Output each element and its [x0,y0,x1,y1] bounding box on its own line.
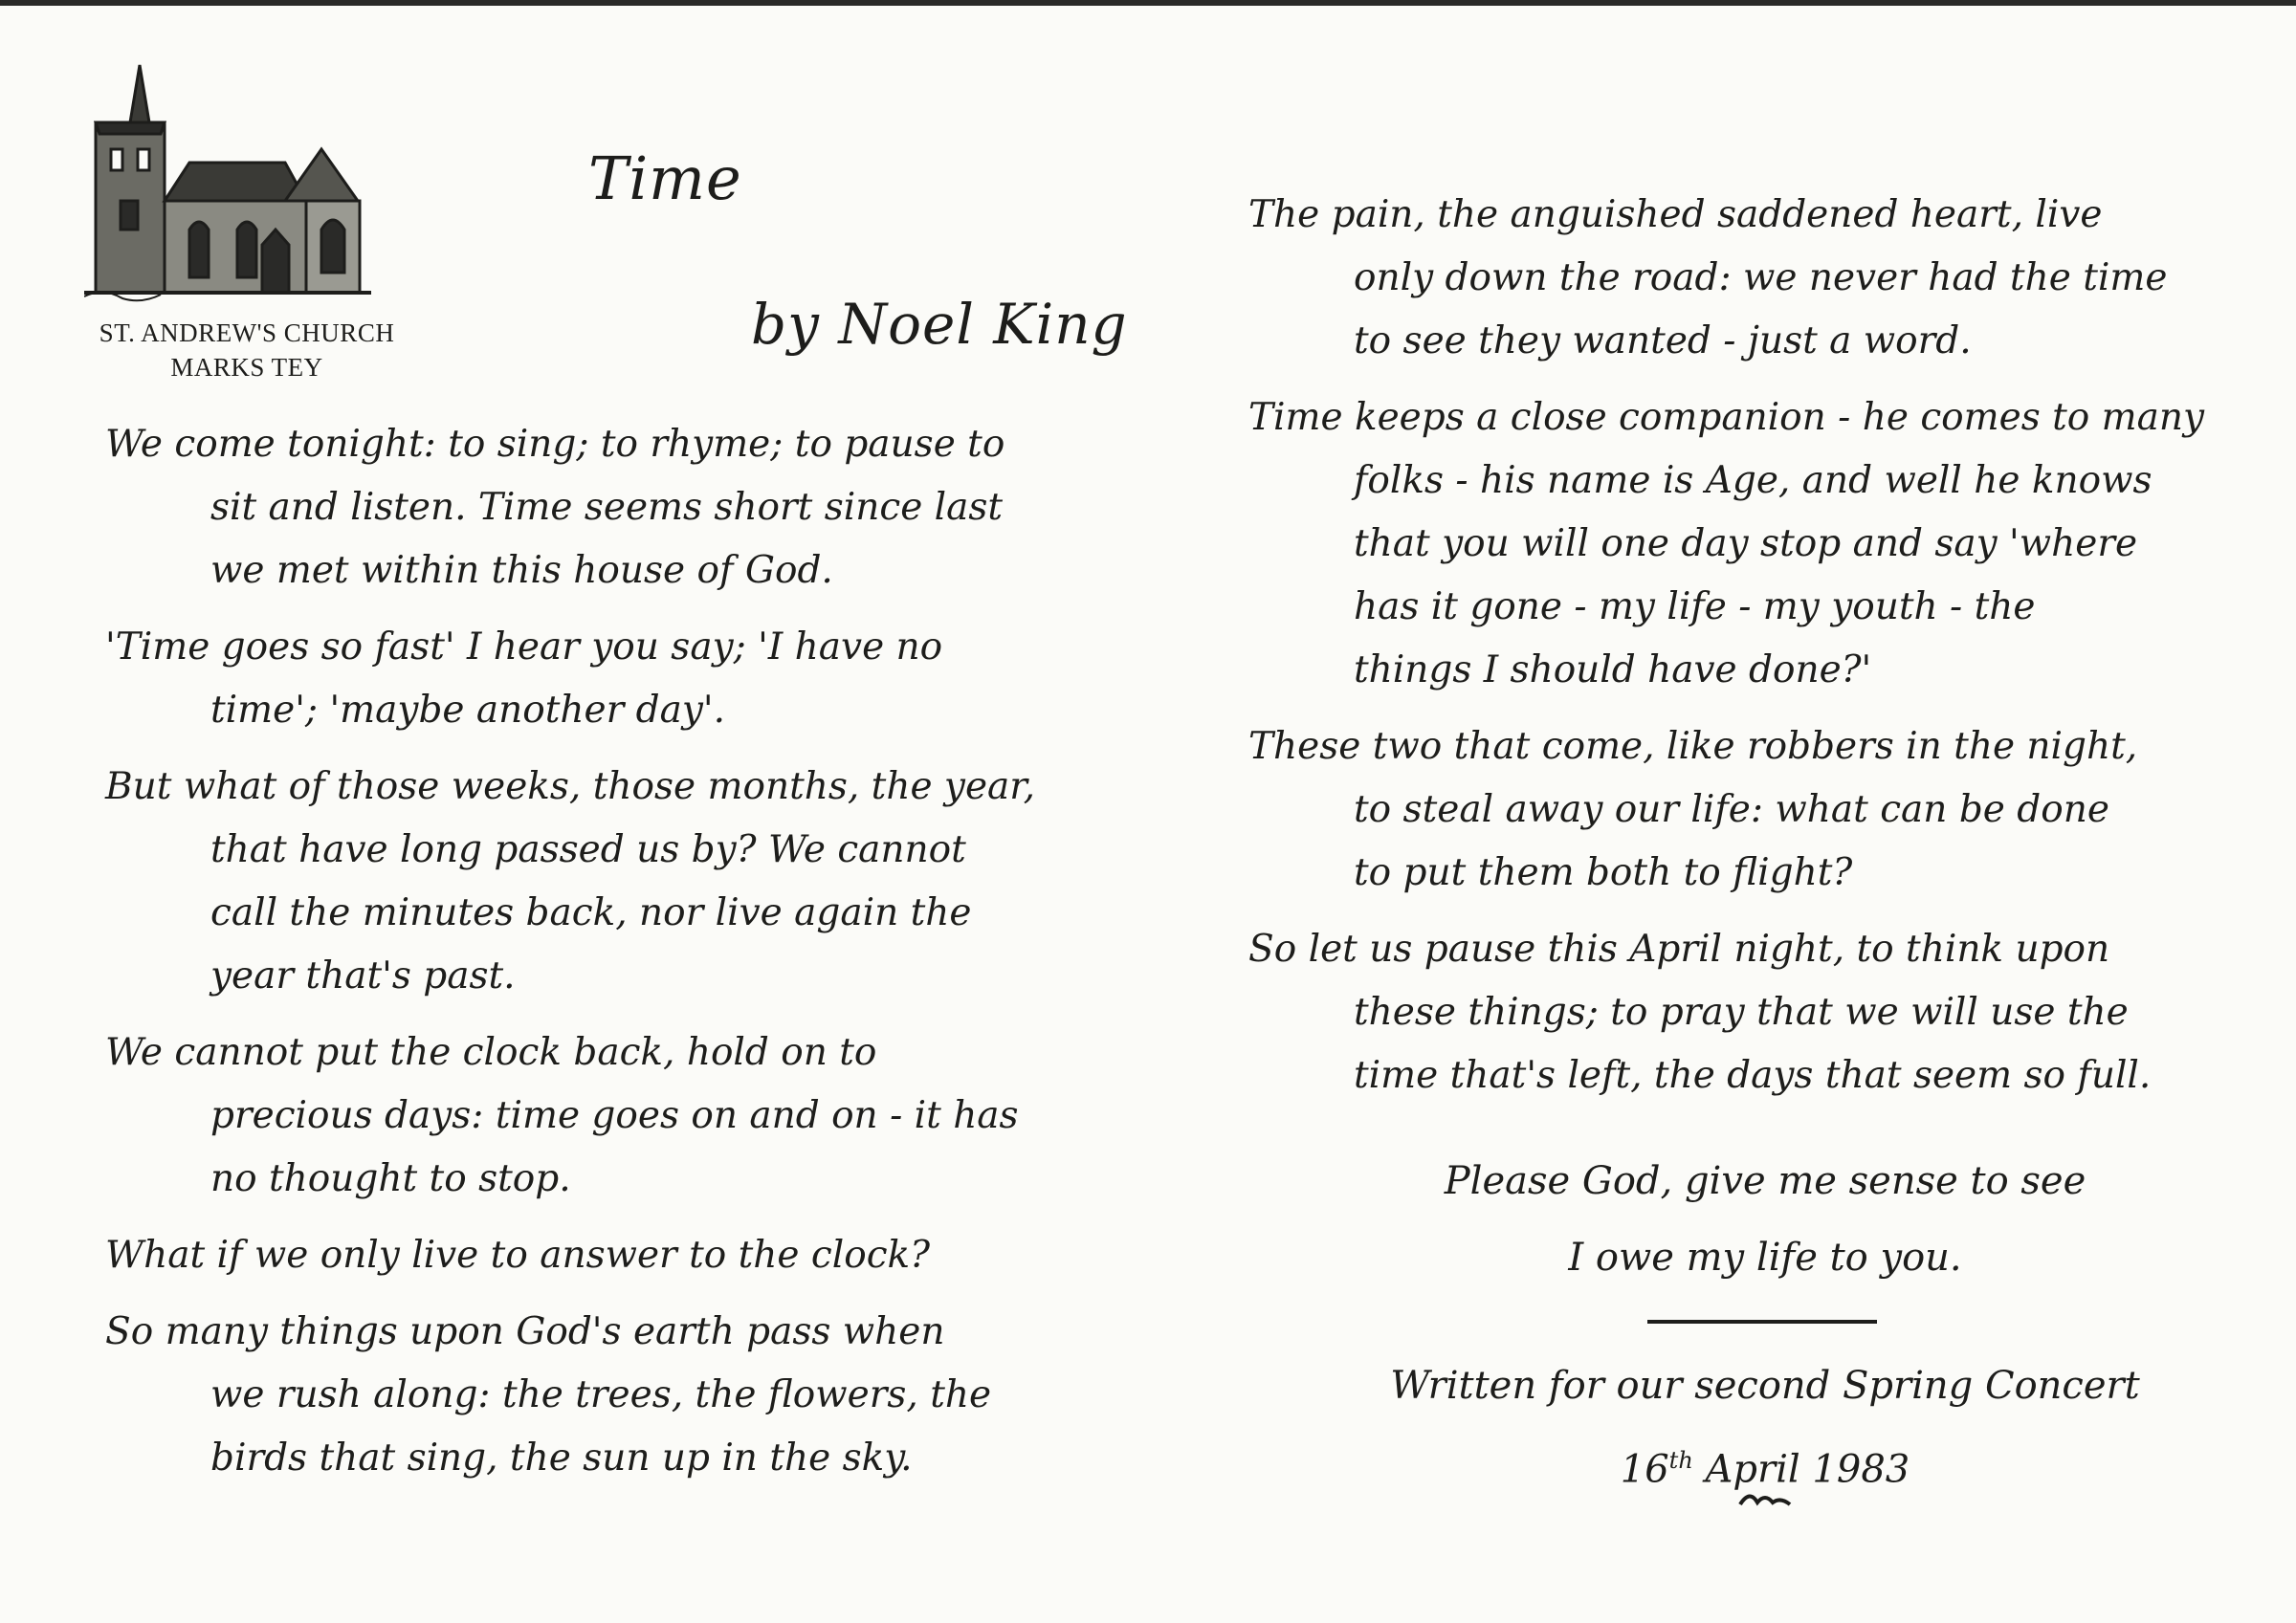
poem-line: things I should have done?' [1354,648,1872,691]
poem-author: by Noel King [751,292,1128,357]
poem-title: Time [588,143,742,213]
poem-line: that have long passed us by? We cannot [210,828,966,871]
stanza [1248,184,2282,373]
closing-line2: I owe my life to you. [1568,1236,1962,1280]
church-logo [84,57,409,392]
poem-line: sit and listen. Time seems short since last [210,486,1004,529]
stanza [105,1301,1177,1490]
closing-prayer [1248,1143,2282,1296]
stanza [1248,918,2282,1108]
church-name [84,316,409,384]
poem-line: to see they wanted - just a word. [1354,319,1972,362]
poem-line: only down the road: we never had the time [1354,256,2168,299]
poem-line: precious days: time goes on and on - it has [210,1094,1019,1137]
poem-line: no thought to stop. [210,1157,571,1200]
poem-line: We come tonight: to sing; to rhyme; to pause to [105,423,1005,466]
left-column [105,413,1177,1503]
flourish-icon [1736,1487,1794,1510]
poem-line: So let us pause this April night, to think upon [1248,928,2110,971]
church-drawing-icon [84,57,409,316]
poem-line: call the minutes back, nor live again the [210,891,972,934]
date-day: 16 [1620,1447,1669,1492]
poem-line: that you will one day stop and say 'where [1354,522,2138,565]
poem-line: birds that sing, the sun up in the sky. [210,1437,913,1480]
poem-line: The pain, the anguished saddened heart, live [1248,193,2103,236]
page-top-edge [0,0,2296,6]
church-name-line1: ST. ANDREW'S CHURCH [99,318,395,347]
stanza [105,413,1177,603]
right-column [1248,184,2282,1121]
closing-line1: Please God, give me sense to see [1444,1159,2086,1203]
stanza [105,1224,1177,1287]
church-name-line2: MARKS TEY [170,353,323,382]
poem-line: time'; 'maybe another day'. [210,689,726,732]
poem-line: We cannot put the clock back, hold on to [105,1031,877,1074]
poem-line: But what of those weeks, those months, the year, [105,765,1036,808]
poem-line: time that's left, the days that seem so full. [1354,1054,2152,1097]
poem-line: has it gone - my life - my youth - the [1354,585,2036,628]
poem-line: 'Time goes so fast' I hear you say; 'I have no [105,625,943,669]
footer-line1: Written for our second Spring Concert [1390,1364,2140,1408]
date-rest: April 1983 [1705,1447,1910,1492]
poem-line: these things; to pray that we will use the [1354,991,2129,1034]
poem-line: we met within this house of God. [210,549,833,592]
poem-line: folks - his name is Age, and well he knows [1354,459,2152,502]
stanza [105,756,1177,1008]
poem-line: year that's past. [210,954,516,998]
poem-line: Time keeps a close companion - he comes to many [1248,396,2205,439]
poem-line: to steal away our life: what can be done [1354,788,2109,831]
poem-line: we rush along: the trees, the flowers, the [210,1373,992,1416]
stanza [105,1021,1177,1211]
poem-line: to put them both to flight? [1354,851,1853,894]
divider-rule [1647,1320,1877,1324]
stanza [105,616,1177,742]
stanza [1248,715,2282,905]
date-suffix: th [1668,1447,1693,1474]
stanza [1248,386,2282,702]
poem-line: What if we only live to answer to the clock? [105,1234,931,1277]
poem-line: These two that come, like robbers in the night, [1248,725,2138,768]
footer-note [1248,1349,2282,1506]
poem-line: So many things upon God's earth pass when [105,1310,945,1353]
